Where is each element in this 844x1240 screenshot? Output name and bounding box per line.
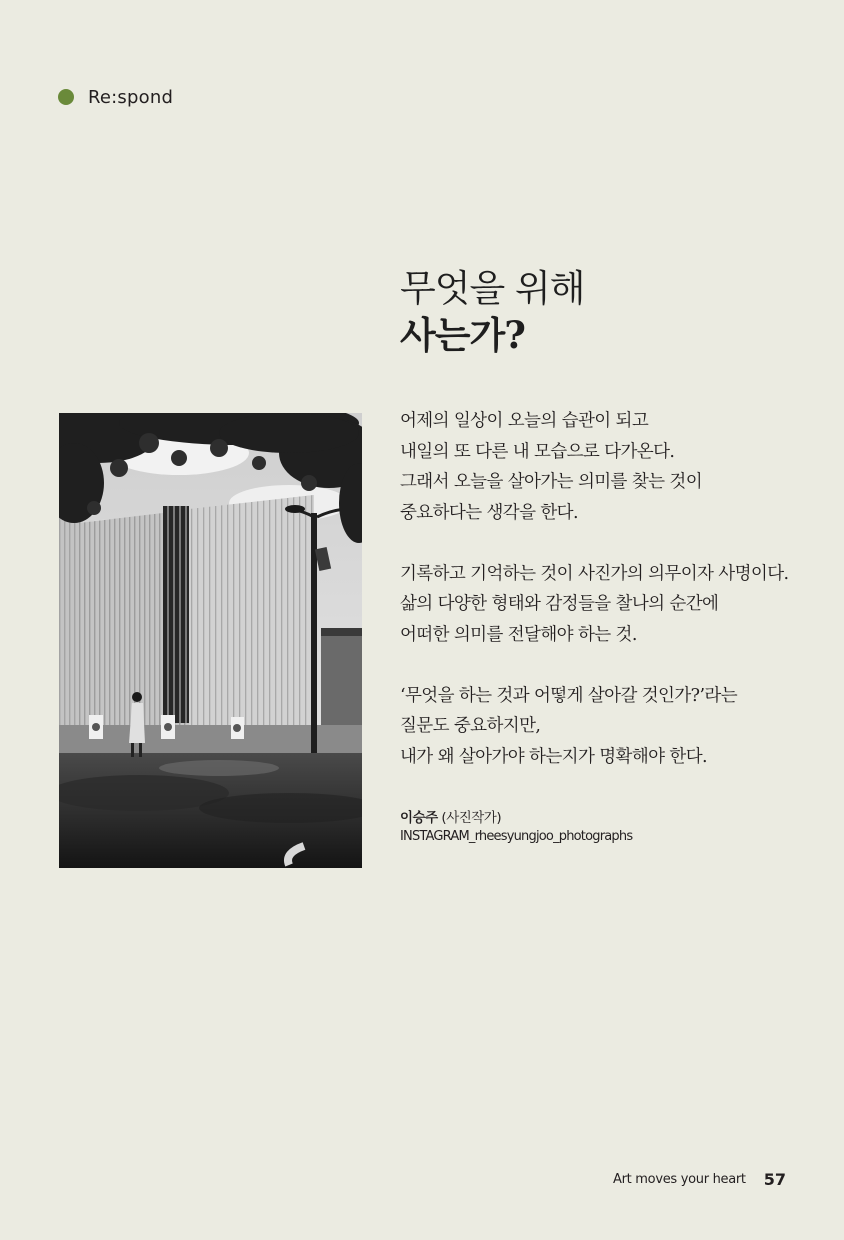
body-line: 그래서 오늘을 살아가는 의미를 찾는 것이 <box>400 472 702 492</box>
page-number: 57 <box>763 1170 786 1189</box>
author-name: 이승주 <box>400 810 438 826</box>
body-paragraph-2 <box>400 559 820 651</box>
photo-illustration <box>59 413 362 868</box>
author-credit <box>400 808 632 846</box>
section-tag <box>58 86 173 108</box>
section-label: Re:spond <box>88 86 174 108</box>
section-dot-icon <box>58 89 74 105</box>
page-footer <box>613 1170 786 1189</box>
body-line: 기록하고 기억하는 것이 사진가의 의무이자 사명이다. <box>400 563 789 584</box>
author-instagram: INSTAGRAM_rheesyungjoo_photographs <box>400 829 633 844</box>
article-photo <box>59 413 362 868</box>
body-paragraph-1 <box>400 406 820 528</box>
body-line: 내일의 또 다른 내 모습으로 다가온다. <box>400 441 675 462</box>
author-role: (사진작가) <box>441 810 502 826</box>
article-title-line-2: 사는가? <box>400 313 525 357</box>
article-title <box>400 266 584 358</box>
body-line: 어제의 일상이 오늘의 습관이 되고 <box>400 411 649 431</box>
body-line: 중요하다는 생각을 한다. <box>400 502 578 523</box>
body-line: 삶의 다양한 형태와 감정들을 찰나의 순간에 <box>400 594 719 614</box>
body-line: ‘무엇을 하는 것과 어떻게 살아갈 것인가?’라는 <box>400 685 738 706</box>
body-paragraph-3 <box>400 681 820 773</box>
body-line: 내가 왜 살아가야 하는지가 명확해야 한다. <box>400 746 707 767</box>
article-title-line-1: 무엇을 위해 <box>400 267 585 310</box>
body-line: 질문도 중요하지만, <box>400 716 541 736</box>
author-credit-line <box>400 808 632 828</box>
article-body <box>400 406 820 803</box>
body-line: 어떠한 의미를 전달해야 하는 것. <box>400 624 637 645</box>
footer-tagline: Art moves your heart <box>613 1172 746 1187</box>
